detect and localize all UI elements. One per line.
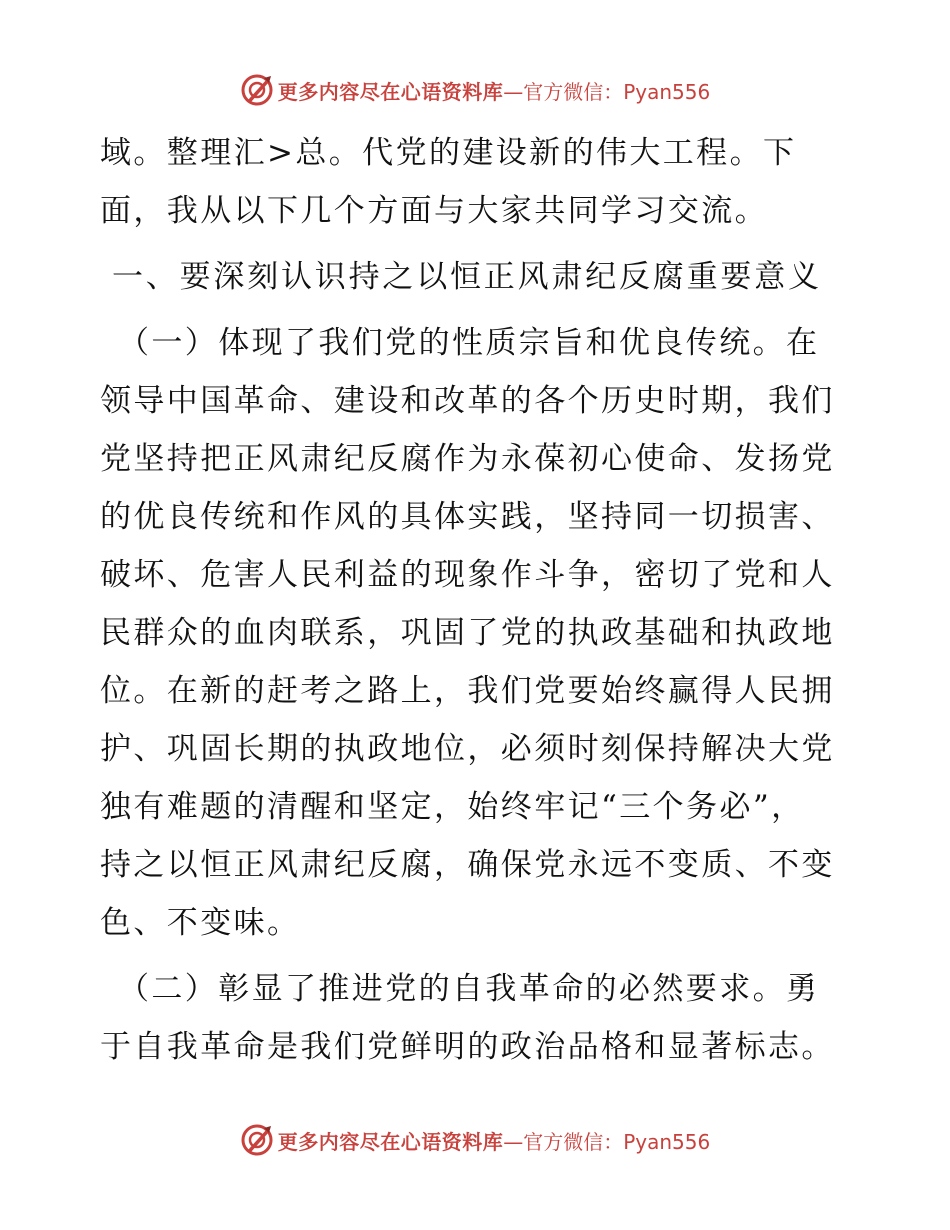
paragraph-line: 域。整理汇>总。代党的建设新的伟大工程。下 (100, 135, 797, 171)
paragraph-line: 于自我革命是我们党鲜明的政治品格和显著标志。 (100, 1029, 835, 1065)
logo-icon (240, 1123, 274, 1157)
paragraph-line: 党坚持把正风肃纪反腐作为永葆初心使命、发扬党 (100, 441, 835, 477)
paragraph-line: 面，我从以下几个方面与大家共同学习交流。 (100, 193, 768, 229)
paragraph-line: 位。在新的赶考之路上，我们党要始终赢得人民拥 (100, 673, 835, 709)
paragraph-line: 持之以恒正风肃纪反腐，确保党永远不变质、不变 (100, 847, 835, 883)
paragraph-line: 破坏、危害人民利益的现象作斗争，密切了党和人 (100, 557, 835, 593)
paragraph-line: 独有难题的清醒和坚定，始终牢记“三个务必”， (100, 789, 805, 825)
banner-brand-text: 更多内容尽在心语资料库 (277, 1129, 504, 1154)
paragraph-line: 色、不变味。 (100, 905, 301, 941)
footer-banner (0, 1120, 950, 1160)
paragraph-line: （一）体现了我们党的性质宗旨和优良传统。在 (118, 325, 820, 361)
section-heading: 一、要深刻认识持之以恒正风肃纪反腐重要意义 (112, 259, 822, 295)
document-body (100, 124, 850, 1076)
paragraph-line: 民群众的血肉联系，巩固了党的执政基础和执政地 (100, 615, 835, 651)
logo-icon (240, 73, 274, 107)
paragraph-line: 的优良传统和作风的具体实践，坚持同一切损害、 (100, 499, 835, 535)
header-banner (0, 70, 950, 110)
paragraph-line: （二）彰显了推进党的自我革命的必然要求。勇 (118, 971, 820, 1007)
banner-wechat-text: —官方微信：Pyan556 (503, 79, 711, 104)
paragraph-line: 护、巩固长期的执政地位，必须时刻保持解决大党 (100, 731, 835, 767)
paragraph-line: 领导中国革命、建设和改革的各个历史时期，我们 (100, 383, 835, 419)
banner-brand-text: 更多内容尽在心语资料库 (277, 79, 504, 104)
banner-wechat-text: —官方微信：Pyan556 (503, 1129, 711, 1154)
